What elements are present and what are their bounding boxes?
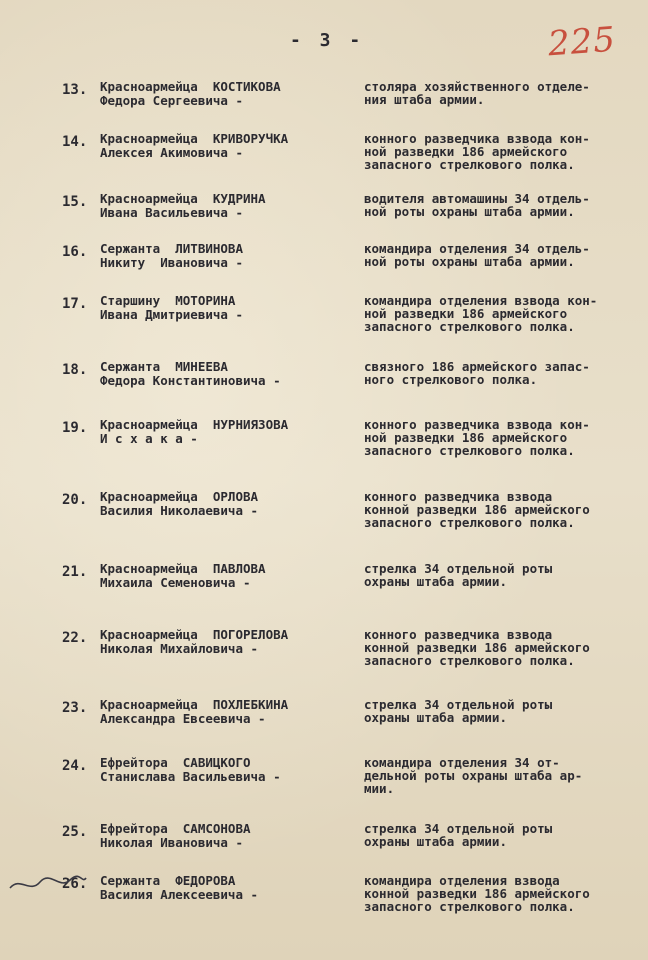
entry-position: командира отделения взвода конной разведки 186 армейского запасного стрелкового полка. — [364, 873, 590, 914]
entry-position: стрелка 34 отдельной роты охраны штаба армии. — [364, 697, 553, 725]
entry-number: 18. — [62, 362, 88, 378]
entry-name — [100, 490, 258, 518]
entry-number: 20. — [62, 492, 88, 508]
entry-name — [100, 698, 288, 726]
rank-surname: Красноармейца КОСТИКОВА — [100, 79, 281, 94]
entry-name — [100, 192, 266, 220]
entry-number: 24. — [62, 758, 88, 774]
entry-position: столяра хозяйственного отделе- ния штаба армии. — [364, 79, 590, 107]
given-names: Александра Евсеевича - — [100, 711, 266, 726]
entry-number: 17. — [62, 296, 88, 312]
entry-number: 15. — [62, 194, 88, 210]
given-names: Николая Ивановича - — [100, 835, 243, 850]
given-names: И с х а к а - — [100, 431, 198, 446]
given-names: Василия Николаевича - — [100, 503, 259, 518]
rank-surname: Ефрейтора САВИЦКОГО — [100, 755, 251, 770]
entry-position: командира отделения взвода кон- ной разведки 186 армейского запасного стрелкового полка. — [364, 293, 598, 334]
given-names: Федора Константиновича - — [100, 373, 281, 388]
handwritten-mark — [8, 868, 88, 898]
entry-position: конного разведчика взвода кон- ной разведки 186 армейского запасного стрелкового полка. — [364, 131, 590, 172]
rank-surname: Старшину МОТОРИНА — [100, 293, 236, 308]
given-names: Ивана Васильевича - — [100, 205, 243, 220]
entry-number: 21. — [62, 564, 88, 580]
rank-surname: Красноармейца НУРНИЯЗОВА — [100, 417, 289, 432]
entry-position: конного разведчика взвода конной разведки 186 армейского запасного стрелкового полка. — [364, 627, 590, 668]
given-names: Станислава Васильевича - — [100, 769, 281, 784]
entry-position: связного 186 армейского запас- ного стрелкового полка. — [364, 359, 590, 387]
entry-number: 23. — [62, 700, 88, 716]
rank-surname: Красноармейца КУДРИНА — [100, 191, 266, 206]
entry-position: конного разведчика взвода конной разведки 186 армейского запасного стрелкового полка. — [364, 489, 590, 530]
entry-name — [100, 562, 266, 590]
entry-number: 26. — [62, 876, 88, 892]
rank-surname: Красноармейца ПОХЛЕБКИНА — [100, 697, 289, 712]
entry-name — [100, 628, 288, 656]
entry-name — [100, 242, 243, 270]
given-names: Федора Сергеевича - — [100, 93, 243, 108]
entry-name — [100, 80, 281, 108]
entry-name — [100, 360, 281, 388]
entry-position: командира отделения 34 от- дельной роты охраны штаба ар- мии. — [364, 755, 583, 796]
rank-surname: Красноармейца ПОГОРЕЛОВА — [100, 627, 289, 642]
given-names: Алексея Акимовича - — [100, 145, 243, 160]
entry-number: 22. — [62, 630, 88, 646]
rank-surname: Сержанта МИНЕЕВА — [100, 359, 228, 374]
entry-number: 16. — [62, 244, 88, 260]
entry-name — [100, 756, 281, 784]
rank-surname: Красноармейца ПАВЛОВА — [100, 561, 266, 576]
rank-surname: Красноармейца ОРЛОВА — [100, 489, 259, 504]
rank-surname: Ефрейтора САМСОНОВА — [100, 821, 251, 836]
entry-name — [100, 418, 288, 446]
entry-number: 14. — [62, 134, 88, 150]
entry-name — [100, 874, 258, 902]
entry-name — [100, 294, 243, 322]
rank-surname: Сержанта ФЕДОРОВА — [100, 873, 236, 888]
given-names: Василия Алексеевича - — [100, 887, 259, 902]
given-names: Николая Михайловича - — [100, 641, 259, 656]
entry-name — [100, 822, 251, 850]
rank-surname: Сержанта ЛИТВИНОВА — [100, 241, 243, 256]
entry-position: стрелка 34 отдельной роты охраны штаба армии. — [364, 561, 553, 589]
archive-stamp-number: 225 — [546, 19, 618, 65]
entry-position: водителя автомашины 34 отдель- ной роты охраны штаба армии. — [364, 191, 590, 219]
entry-position: конного разведчика взвода кон- ной разведки 186 армейского запасного стрелкового полка. — [364, 417, 590, 458]
given-names: Ивана Дмитриевича - — [100, 307, 243, 322]
entry-position: командира отделения 34 отдель- ной роты охраны штаба армии. — [364, 241, 590, 269]
given-names: Никиту Ивановича - — [100, 255, 243, 270]
entry-position: стрелка 34 отдельной роты охраны штаба армии. — [364, 821, 553, 849]
page-number: - 3 - — [290, 30, 365, 51]
entry-number: 25. — [62, 824, 88, 840]
rank-surname: Красноармейца КРИВОРУЧКА — [100, 131, 289, 146]
entry-name — [100, 132, 288, 160]
entry-number: 13. — [62, 82, 88, 98]
entry-number: 19. — [62, 420, 88, 436]
given-names: Михаила Семеновича - — [100, 575, 251, 590]
